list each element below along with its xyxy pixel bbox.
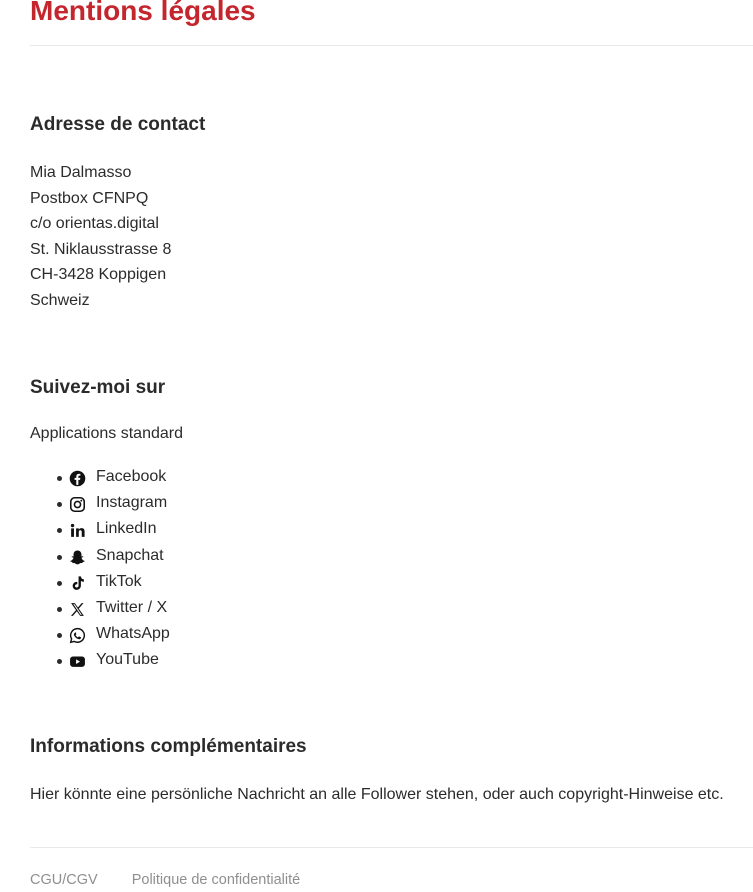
social-label: Twitter / X	[96, 599, 168, 617]
address-line: Postbox CFNPQ	[30, 189, 149, 207]
list-bullet	[57, 528, 62, 533]
list-bullet	[57, 607, 62, 612]
footer-links	[30, 870, 330, 890]
social-label: Instagram	[96, 494, 168, 512]
list-bullet	[57, 633, 62, 638]
social-label: Snapchat	[96, 546, 164, 564]
footer-link-terms[interactable]: CGU/CGV	[30, 872, 98, 888]
tiktok-icon	[69, 575, 86, 592]
contact-address	[30, 160, 171, 314]
social-label: TikTok	[96, 572, 142, 590]
instagram-icon	[69, 496, 86, 513]
social-label: WhatsApp	[96, 625, 170, 643]
social-label: YouTube	[96, 651, 159, 669]
info-text: Hier könnte eine persönliche Nachricht an alle Follower stehen, oder auch copyright-Hinweise etc.	[30, 786, 724, 803]
footer-divider	[30, 847, 753, 848]
address-line: St. Niklausstrasse 8	[30, 240, 172, 258]
whatsapp-icon	[69, 627, 86, 644]
list-bullet	[57, 581, 62, 586]
follow-subtitle: Applications standard	[30, 425, 183, 442]
social-label: LinkedIn	[96, 520, 157, 538]
contact-heading: Adresse de contact	[30, 114, 206, 135]
address-line: Schweiz	[30, 291, 90, 309]
list-bullet	[57, 555, 62, 560]
social-label: Facebook	[96, 468, 167, 486]
address-line: c/o orientas.digital	[30, 215, 159, 233]
list-bullet	[57, 476, 62, 481]
title-divider	[30, 45, 753, 46]
list-bullet	[57, 502, 62, 507]
youtube-icon	[69, 653, 86, 670]
list-bullet	[57, 659, 62, 664]
footer-link-privacy[interactable]: Politique de confidentialité	[131, 872, 301, 888]
info-heading: Informations complémentaires	[30, 736, 307, 757]
linkedin-icon	[69, 522, 86, 539]
page-title: Mentions légales	[30, 0, 256, 26]
facebook-icon	[69, 470, 86, 487]
address-line: CH-3428 Koppigen	[30, 266, 167, 284]
address-line: Mia Dalmasso	[30, 164, 132, 181]
x-icon	[69, 601, 86, 618]
snapchat-icon	[69, 549, 86, 566]
follow-heading: Suivez-moi sur	[30, 377, 166, 398]
